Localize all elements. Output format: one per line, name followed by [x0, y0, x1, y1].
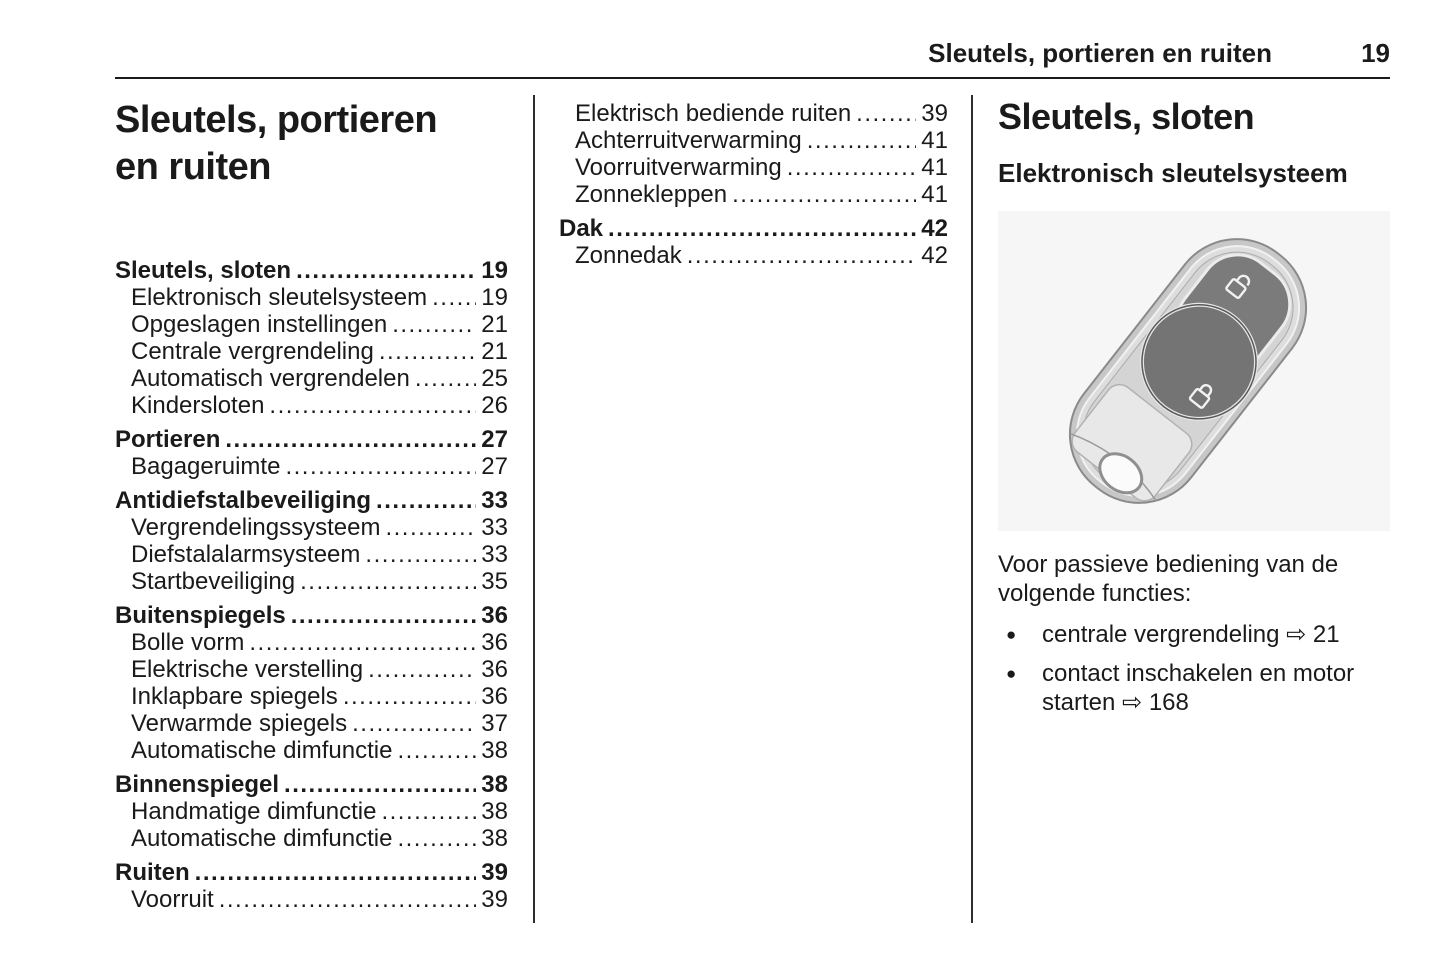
toc-entry — [115, 365, 508, 392]
toc-leader-dots — [732, 181, 916, 208]
toc-entry-page: 25 — [481, 365, 508, 392]
toc-entry-page: 42 — [921, 215, 948, 242]
toc-entry — [115, 568, 508, 595]
toc-entry-label: Opgeslagen instellingen — [131, 311, 388, 338]
toc-leader-dots — [352, 710, 476, 737]
toc-entry — [115, 886, 508, 913]
header-page-number: 19 — [1361, 38, 1390, 68]
toc-entry-label: Elektronisch sleutelsysteem — [131, 284, 428, 311]
toc-leader-dots — [284, 771, 476, 798]
toc-entry-label: Sleutels, sloten — [115, 257, 292, 284]
toc-leader-dots — [856, 100, 916, 127]
toc-entry-page: 38 — [481, 825, 508, 852]
toc-entry-page: 41 — [921, 127, 948, 154]
toc-entry-page: 36 — [481, 629, 508, 656]
toc-entry-label: Zonnekleppen — [575, 181, 728, 208]
toc-entry-label: Portieren — [115, 426, 221, 453]
toc-leader-dots — [385, 514, 476, 541]
section-title: Sleutels, sloten — [998, 96, 1255, 137]
toc-entry-label: Vergrendelingssysteem — [131, 514, 381, 541]
toc-entry-label: Achterruitverwarming — [575, 127, 802, 154]
toc-entry-label: Automatisch vergrendelen — [131, 365, 410, 392]
toc-entry-page: 38 — [481, 771, 508, 798]
bullet-item — [998, 659, 1390, 717]
toc-leader-dots — [291, 602, 477, 629]
toc-entry-label: Elektrische verstelling — [131, 656, 364, 683]
toc-leader-dots — [432, 284, 476, 311]
toc-entry-label: Startbeveiliging — [131, 568, 296, 595]
chapter-title-line2: en ruiten — [115, 146, 271, 188]
toc-entry-page: 33 — [481, 487, 508, 514]
bullet-marker-icon: ● — [1006, 664, 1017, 683]
toc-entry — [559, 181, 948, 208]
right-column — [973, 95, 1390, 923]
toc-leader-dots — [397, 737, 476, 764]
toc-entry-page: 41 — [921, 154, 948, 181]
toc-entry — [115, 392, 508, 419]
toc-entry-page: 21 — [481, 338, 508, 365]
bullet-text: centrale vergrendeling ⇨ 21 — [1042, 621, 1340, 648]
toc-entry-label: Handmatige dimfunctie — [131, 798, 377, 825]
toc-leader-dots — [381, 798, 476, 825]
toc-entry — [115, 338, 508, 365]
toc-entry-page: 33 — [481, 541, 508, 568]
toc-entry-page: 27 — [481, 426, 508, 453]
key-fob-image — [998, 211, 1390, 531]
toc-left — [115, 257, 508, 913]
toc-leader-dots — [225, 426, 476, 453]
toc-entry — [115, 311, 508, 338]
toc-entry-label: Bolle vorm — [131, 629, 245, 656]
toc-entry-label: Automatische dimfunctie — [131, 737, 393, 764]
toc-entry — [115, 825, 508, 852]
toc-entry-page: 38 — [481, 798, 508, 825]
toc-leader-dots — [415, 365, 476, 392]
toc-entry-page: 33 — [481, 514, 508, 541]
toc-entry — [115, 487, 508, 514]
toc-leader-dots — [787, 154, 917, 181]
toc-entry-label: Elektrisch bediende ruiten — [575, 100, 852, 127]
toc-entry — [115, 629, 508, 656]
toc-entry-label: Kindersloten — [131, 392, 265, 419]
toc-entry-label: Automatische dimfunctie — [131, 825, 393, 852]
toc-entry — [115, 710, 508, 737]
bullet-list — [998, 620, 1390, 717]
toc-leader-dots — [285, 453, 476, 480]
toc-leader-dots — [368, 656, 476, 683]
toc-leader-dots — [296, 257, 476, 284]
toc-entry — [115, 737, 508, 764]
intro-paragraph: Voor passieve bediening van de volgende functies: — [998, 551, 1339, 607]
toc-leader-dots — [379, 338, 476, 365]
toc-entry-label: Verwarmde spiegels — [131, 710, 348, 737]
toc-entry-label: Voorruit — [131, 886, 214, 913]
toc-entry-label: Binnenspiegel — [115, 771, 280, 798]
toc-entry — [115, 859, 508, 886]
toc-entry — [559, 127, 948, 154]
toc-leader-dots — [392, 311, 476, 338]
toc-entry — [559, 242, 948, 269]
bullet-text: contact inschakelen en motor starten ⇨ 168 — [1042, 660, 1355, 716]
left-column — [115, 95, 533, 923]
toc-entry — [559, 154, 948, 181]
toc-entry-page: 27 — [481, 453, 508, 480]
toc-entry-label: Diefstalalarmsysteem — [131, 541, 361, 568]
toc-entry — [115, 284, 508, 311]
toc-entry-label: Voorruitverwarming — [575, 154, 782, 181]
toc-entry — [115, 602, 508, 629]
toc-entry-page: 42 — [921, 242, 948, 269]
bullet-marker-icon: ● — [1006, 625, 1017, 644]
toc-entry — [559, 215, 948, 242]
toc-entry-page: 36 — [481, 602, 508, 629]
toc-entry-page: 39 — [481, 886, 508, 913]
toc-entry-label: Zonnedak — [575, 242, 682, 269]
toc-entry-label: Bagageruimte — [131, 453, 281, 480]
key-fob-figure — [998, 211, 1390, 531]
toc-entry — [115, 257, 508, 284]
toc-leader-dots — [249, 629, 476, 656]
toc-entry-label: Ruiten — [115, 859, 190, 886]
toc-leader-dots — [365, 541, 476, 568]
toc-entry — [115, 541, 508, 568]
toc-leader-dots — [687, 242, 917, 269]
toc-entry-page: 38 — [481, 737, 508, 764]
toc-entry — [115, 771, 508, 798]
toc-entry-label: Centrale vergrendeling — [131, 338, 374, 365]
toc-entry-page: 26 — [481, 392, 508, 419]
toc-entry-page: 39 — [921, 100, 948, 127]
toc-entry-page: 19 — [481, 257, 508, 284]
toc-entry-page: 21 — [481, 311, 508, 338]
toc-entry — [115, 514, 508, 541]
middle-column — [533, 95, 973, 923]
content-columns — [115, 95, 1390, 923]
header-chapter-title: Sleutels, portieren en ruiten — [928, 38, 1272, 68]
toc-leader-dots — [219, 886, 477, 913]
toc-entry-page: 41 — [921, 181, 948, 208]
toc-entry-page: 19 — [481, 284, 508, 311]
toc-leader-dots — [608, 215, 916, 242]
toc-entry — [115, 683, 508, 710]
chapter-title — [115, 97, 508, 191]
toc-entry-label: Buitenspiegels — [115, 602, 286, 629]
toc-leader-dots — [269, 392, 476, 419]
toc-entry — [115, 798, 508, 825]
toc-leader-dots — [807, 127, 917, 154]
toc-leader-dots — [376, 487, 476, 514]
toc-entry-page: 37 — [481, 710, 508, 737]
toc-entry — [115, 656, 508, 683]
toc-entry-label: Inklapbare spiegels — [131, 683, 338, 710]
toc-entry-page: 39 — [481, 859, 508, 886]
toc-entry-label: Antidiefstalbeveiliging — [115, 487, 372, 514]
toc-entry — [115, 453, 508, 480]
chapter-title-line1: Sleutels, portieren — [115, 99, 438, 141]
toc-middle — [559, 100, 948, 269]
toc-entry-label: Dak — [559, 215, 604, 242]
subsection-title: Elektronisch sleutelsysteem — [998, 158, 1348, 188]
toc-leader-dots — [195, 859, 477, 886]
page-header — [115, 38, 1390, 79]
header-rule — [115, 77, 1390, 79]
toc-leader-dots — [343, 683, 476, 710]
toc-entry — [559, 100, 948, 127]
bullet-item — [998, 620, 1390, 649]
toc-entry-page: 36 — [481, 683, 508, 710]
toc-entry-page: 35 — [481, 568, 508, 595]
toc-entry — [115, 426, 508, 453]
toc-entry-page: 36 — [481, 656, 508, 683]
toc-leader-dots — [397, 825, 476, 852]
toc-leader-dots — [300, 568, 476, 595]
